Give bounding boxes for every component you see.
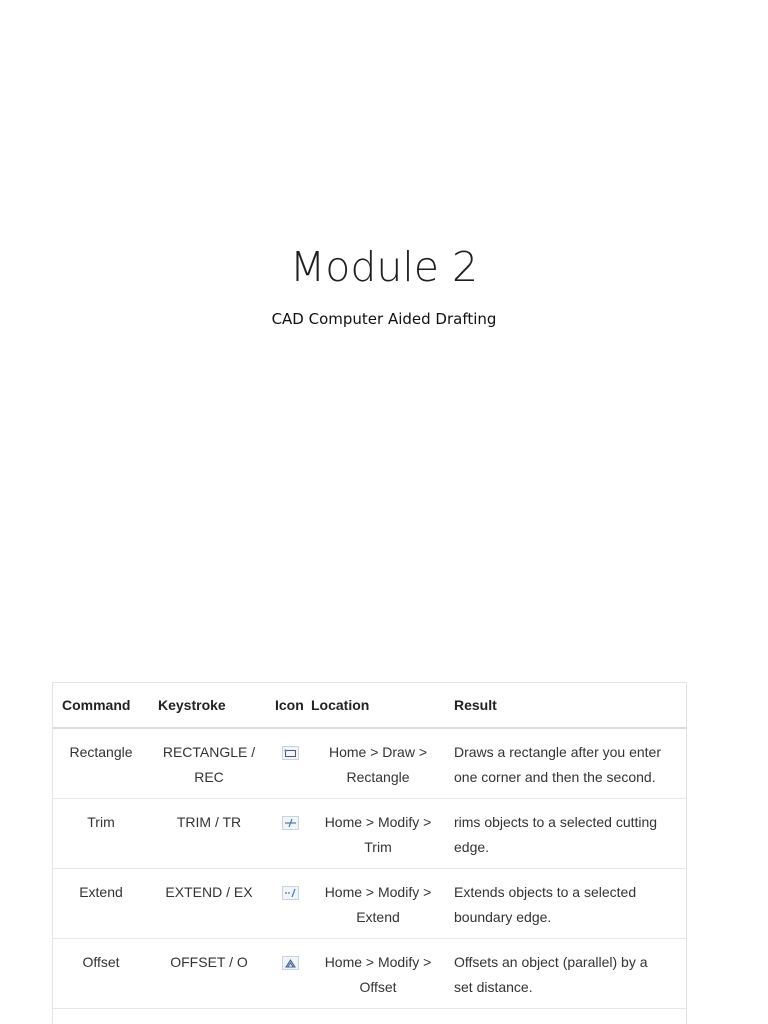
result-line: Extends objects to a selected	[454, 883, 637, 900]
command-cell	[53, 1008, 149, 1024]
command-cell: Rectangle	[53, 728, 149, 798]
table-header-row	[53, 683, 686, 728]
table-row	[53, 728, 686, 798]
icon-cell	[269, 938, 311, 1008]
command-cell: Extend	[53, 868, 149, 938]
result-cell	[445, 798, 686, 868]
result-line: boundary edge.	[454, 908, 552, 925]
keystroke-line: EXTEND / EX	[165, 883, 253, 900]
keystroke-cell	[149, 798, 269, 868]
result-cell	[445, 938, 686, 1008]
location-line: Rectangle	[346, 769, 410, 785]
result-line: set distance.	[454, 978, 533, 995]
table-row	[53, 798, 686, 868]
result-line: rims objects to a selected cutting	[454, 813, 658, 830]
result-line: Offsets an object (parallel) by a	[454, 953, 648, 970]
location-cell	[311, 728, 445, 798]
result-line: edge.	[454, 838, 490, 855]
icon-cell	[269, 868, 311, 938]
header-keystroke: Keystroke	[149, 683, 269, 728]
keystroke-line: OFFSET / O	[170, 953, 248, 970]
table-row	[53, 868, 686, 938]
location-line: Home > Draw >	[328, 744, 428, 760]
offset-icon	[282, 956, 299, 970]
location-cell	[311, 938, 445, 1008]
command-cell: Offset	[53, 938, 149, 1008]
result-line: Draws a rectangle after you enter	[454, 744, 661, 760]
table-row	[53, 1008, 686, 1024]
location-line: Extend	[356, 908, 400, 925]
header-location: Location	[311, 683, 445, 728]
keystroke-cell	[149, 728, 269, 798]
location-line: Home > Modify >	[324, 813, 432, 830]
location-line: Home > Modify >	[324, 883, 432, 900]
keystroke-cell	[149, 868, 269, 938]
keystroke-cell	[149, 1008, 269, 1024]
command-table-container	[52, 682, 687, 1024]
result-cell	[445, 728, 686, 798]
page-subtitle: CAD Computer Aided Drafting	[271, 310, 497, 328]
keystroke-line: TRIM / TR	[176, 813, 242, 830]
result-line: one corner and then the second.	[454, 769, 656, 785]
command-cell: Trim	[53, 798, 149, 868]
location-cell	[311, 868, 445, 938]
location-cell	[311, 798, 445, 868]
icon-cell	[269, 1008, 311, 1024]
icon-cell	[269, 798, 311, 868]
page-title: Module 2	[289, 243, 479, 291]
header-command: Command	[53, 683, 149, 728]
keystroke-line: RECTANGLE /	[162, 744, 256, 760]
result-cell	[445, 868, 686, 938]
command-table	[53, 683, 686, 1024]
location-line: Home > Modify >	[324, 953, 432, 970]
rectangle-icon	[282, 746, 299, 760]
header-result: Result	[445, 683, 686, 728]
trim-icon	[282, 816, 299, 830]
keystroke-line: REC	[194, 769, 224, 785]
keystroke-cell	[149, 938, 269, 1008]
location-line: Trim	[364, 838, 392, 855]
table-row	[53, 938, 686, 1008]
location-line: Offset	[359, 978, 397, 995]
location-cell	[311, 1008, 445, 1024]
icon-cell	[269, 728, 311, 798]
result-cell	[445, 1008, 686, 1024]
header-icon: Icon	[269, 683, 311, 728]
extend-icon	[282, 886, 299, 900]
